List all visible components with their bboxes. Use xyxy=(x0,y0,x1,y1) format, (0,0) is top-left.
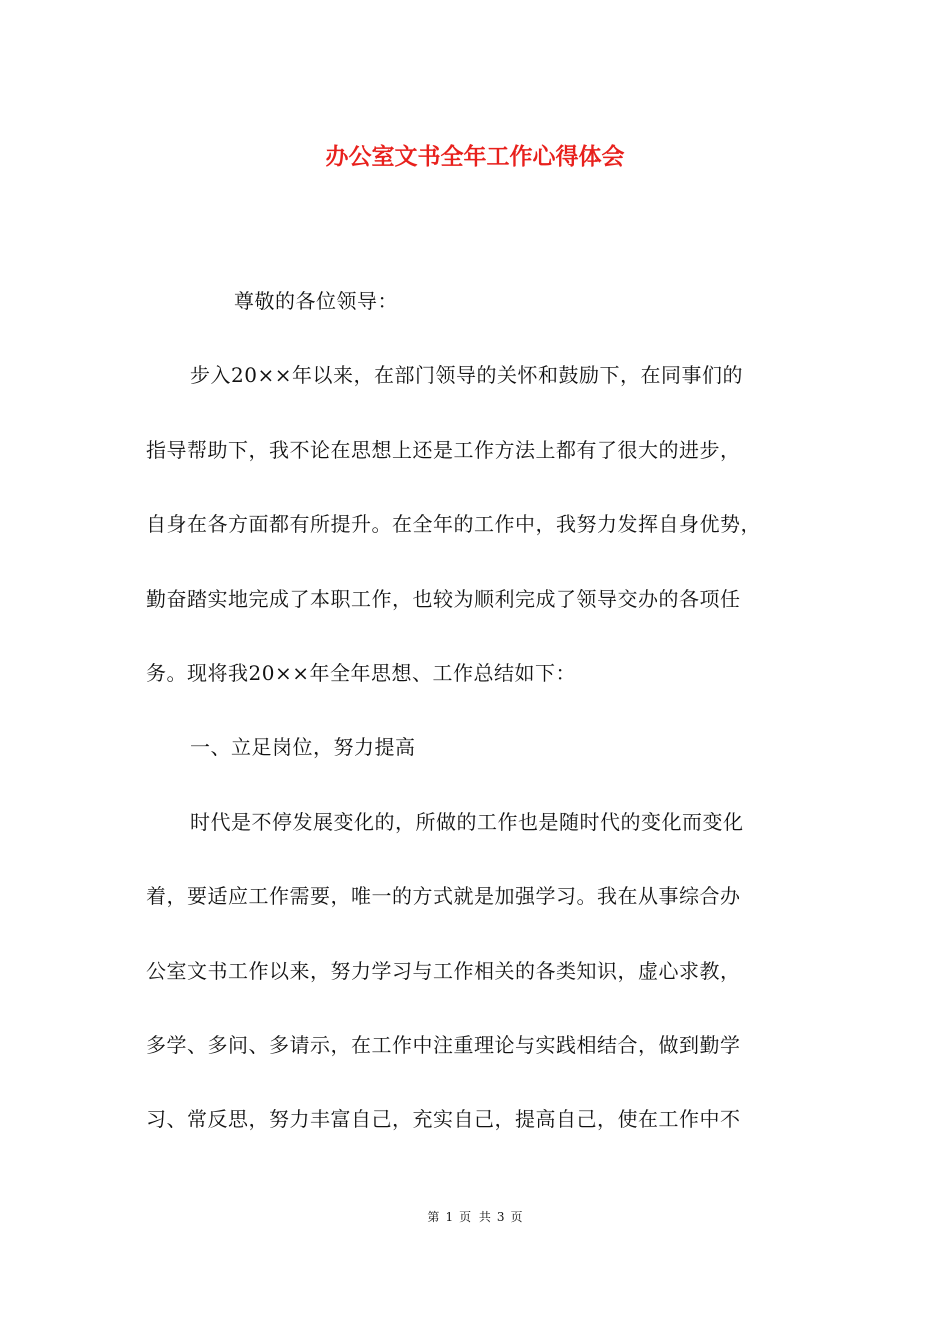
body-line: 务。现将我20××年全年思想、工作总结如下： xyxy=(146,661,576,685)
section-heading: 一、立足岗位，努力提高 xyxy=(190,735,416,759)
body-line: 自身在各方面都有所提升。在全年的工作中，我努力发挥自身优势， xyxy=(146,512,761,536)
page-footer xyxy=(0,1208,950,1225)
body-line: 步入20××年以来，在部门领导的关怀和鼓励下，在同事们的 xyxy=(190,363,743,387)
footer-current-page: 1 xyxy=(445,1210,454,1224)
body-line: 多学、多问、多请示，在工作中注重理论与实践相结合，做到勤学 xyxy=(146,1033,741,1057)
body-line: 勤奋踏实地完成了本职工作，也较为顺利完成了领导交办的各项任 xyxy=(146,587,741,611)
body-line: 着，要适应工作需要，唯一的方式就是加强学习。我在从事综合办 xyxy=(146,884,741,908)
footer-total-pages: 3 xyxy=(496,1210,505,1224)
footer-prefix: 第 xyxy=(427,1210,440,1224)
body-line: 指导帮助下，我不论在思想上还是工作方法上都有了很大的进步， xyxy=(146,438,741,462)
salutation: 尊敬的各位领导： xyxy=(234,289,398,313)
document-title: 办公室文书全年工作心得体会 xyxy=(325,143,625,170)
body-line: 习、常反思，努力丰富自己，充实自己，提高自己，使在工作中不 xyxy=(146,1107,741,1131)
footer-suffix: 页 xyxy=(510,1210,523,1224)
body-line: 公室文书工作以来，努力学习与工作相关的各类知识，虚心求教， xyxy=(146,959,741,983)
body-line: 时代是不停发展变化的，所做的工作也是随时代的变化而变化 xyxy=(190,810,744,834)
footer-mid: 页 共 xyxy=(459,1210,491,1224)
